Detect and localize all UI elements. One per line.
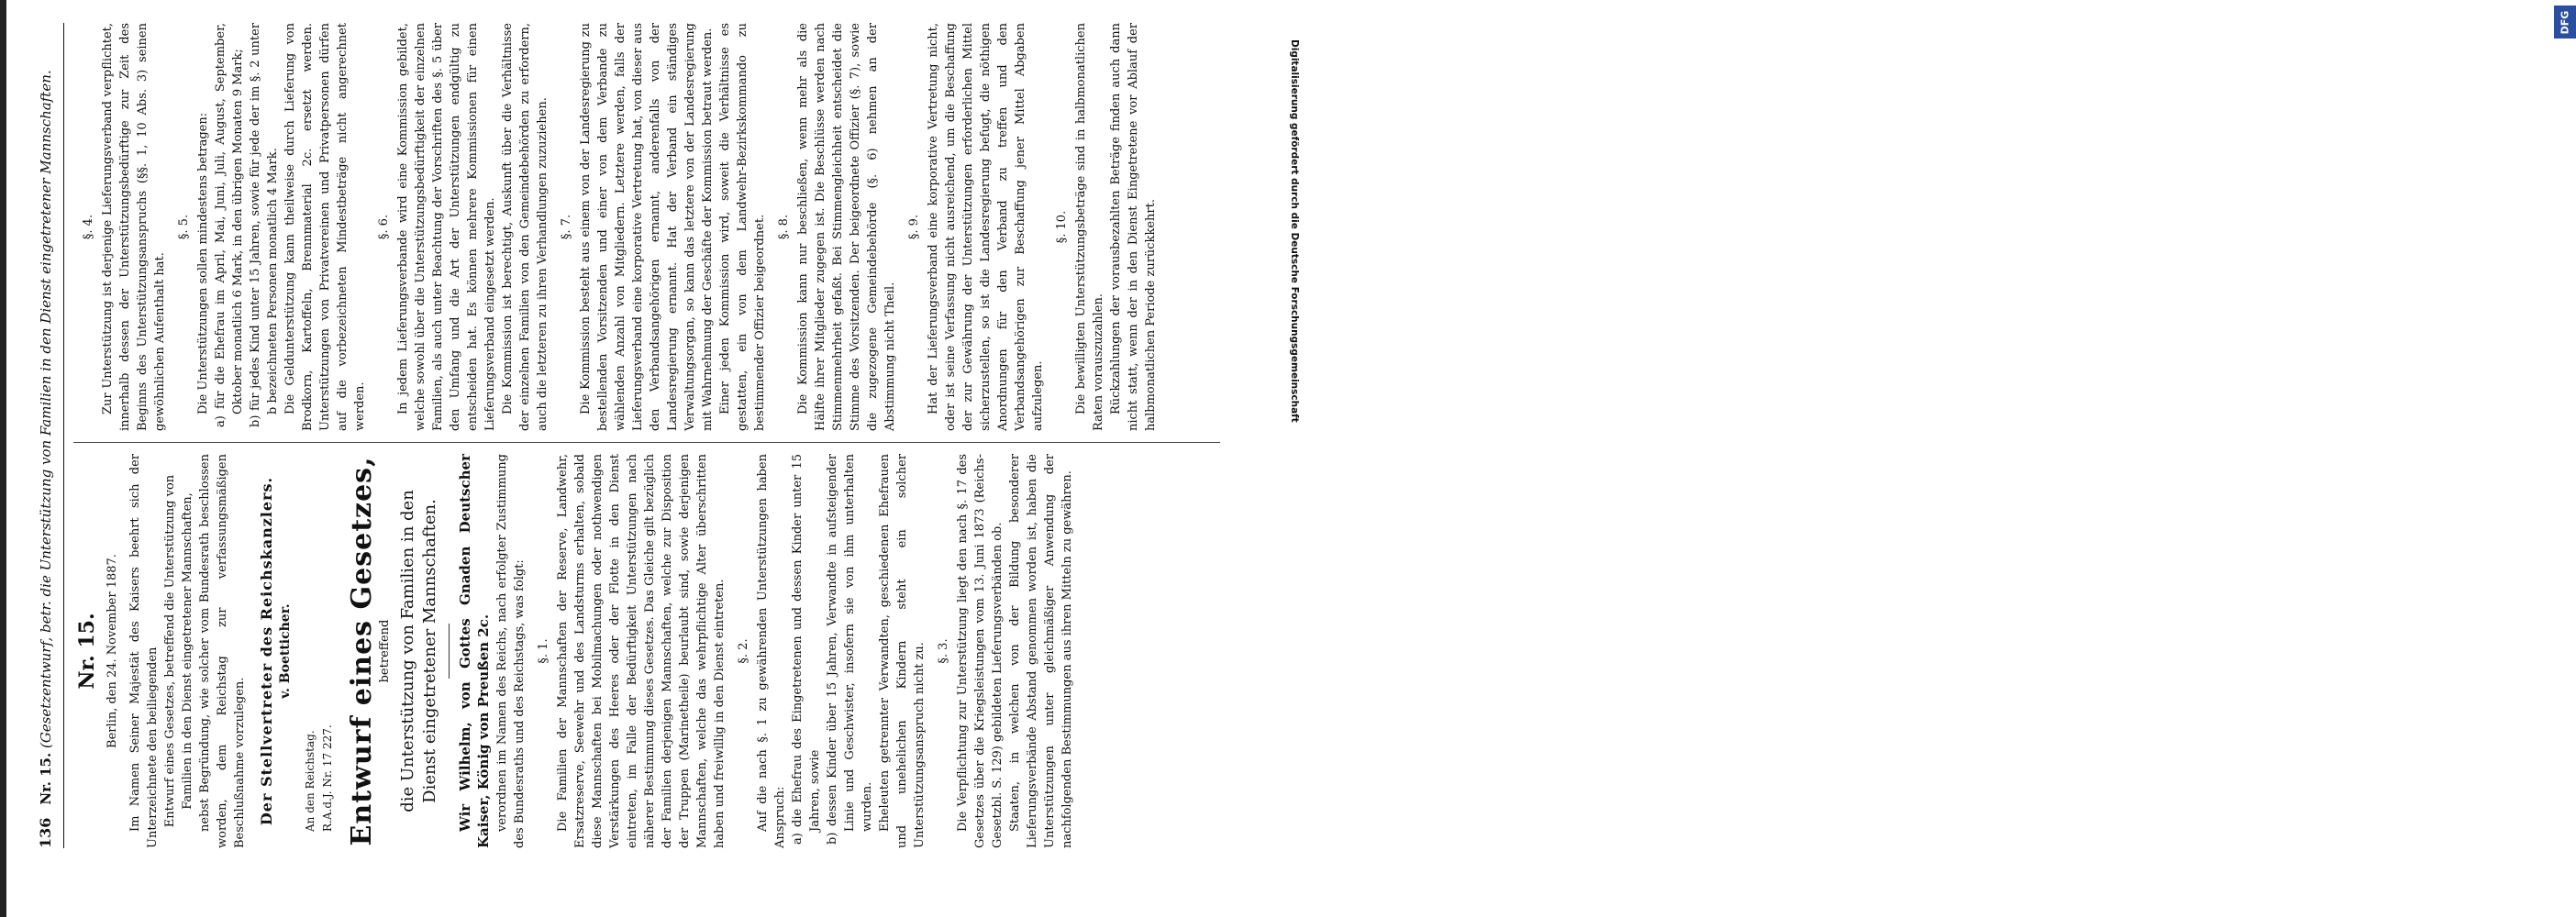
paragraph-1-head: §. 1.: [537, 638, 550, 664]
dfg-logo-text: DFG: [2559, 10, 2571, 34]
paragraph-5-text-2: Die Geldunterstützung kann theilweise durch Lieferung von Brodkorn, Kartoffeln, Brennmaterial 2c. ersetzt werden. Unterstützungen von Privatvereinen und Privatpersonen dürfen auf die vorbezeichneten Mindestbeträge nicht angerechnet werden.: [283, 23, 367, 431]
document-page: [37, 23, 1234, 848]
paragraph-6-head: §. 6.: [377, 214, 391, 240]
intro-text: Im Namen Seiner Majestät des Kaisers beehrt sich der Unterzeichnete den beiliegenden: [128, 454, 160, 848]
paragraph-5-text: Die Unterstützungen sollen mindestens betragen:: [196, 112, 210, 414]
paragraph-1-text: Die Familien der Mannschaften der Reserve, Landwehr, Ersatzreserve, Seewehr und des Landsturms erhalten, sobald diese Mannschaften bei Mobilmachungen oder nothwendigen Verstärkungen des Heeres oder der Flotte in den Dienst eintreten, im Falle der Bedürftigkeit Unterstützungen nach näherer Bestimmung dieses Gesetzes. Das Gleiche gilt bezüglich der Familien derjenigen Mannschaften, welche zur Disposition der Truppen (Marinetheile) beurlaubt sind, sowie derjenigen Mannschaften, welche das wehrpflichtige Alter überschritten haben und freiwillig in den Dienst eintreten.: [556, 454, 727, 848]
paragraph-8-head: §. 8.: [777, 214, 791, 240]
paragraph-2-item-a: a) die Ehefrau des Eingetretenen und dessen Kinder unter 15 Jahren, sowie: [791, 454, 822, 845]
paragraph-6-text: In jedem Lieferungsverbande wird eine Kommission gebildet, welche sowohl über die Unterstützungsbedürftigkeit der einzelnen Familien, als auch unter Beachtung der Vorschriften des §. 5 über den Umfang und die Art der Unterstützungen endgültig zu entscheiden hat. Es können mehrere Kommissionen für einen Lieferungsverband eingesetzt werden.: [396, 23, 497, 431]
intro-subject: Entwurf eines Gesetzes, betreffend die Unterstützung von Familien in den Dienst eingetretener Mannschaften,: [163, 474, 194, 828]
intro-end: nebst Begründung, wie solcher vom Bundesrath beschlossen worden, dem Reichstag zur verfassungsmäßigen Beschlußnahme vorzulegen.: [198, 454, 247, 848]
law-betreffend: betreffend: [378, 619, 392, 683]
paragraph-9-text: Hat der Lieferungsverband eine korporative Vertretung nicht, oder ist seine Verfassung nicht ausreichend, um die Beschaffung der zur Gewährung der Unterstützungen erforderlichen Mittel sicherzustellen, so ist die Landesregierung befugt, die nöthigen Anordnungen für den Verband zu treffen und den Verbandsangehörigen zur Beschaffung jener Mittel Abgaben aufzulegen.: [927, 23, 1045, 431]
scan-edge: [0, 0, 6, 917]
running-header: [37, 23, 64, 848]
doc-ref: Nr. 15.: [38, 752, 54, 805]
preamble-text: verordnen im Namen des Reichs, nach erfolgter Zustimmung des Bundesraths und des Reichstags, was folgt:: [495, 454, 527, 848]
column-divider: [73, 442, 1220, 443]
paragraph-8-text: Die Kommission kann nur beschließen, wenn mehr als die Hälfte ihrer Mitglieder zugegen ist. Die Beschlüsse werden nach Stimmenmehrheit gefaßt. Bei Stimmengleichheit entscheidet die Stimme des Vorsitzenden. Der beigeordnete Offizier (§. 7), sowie die zugezogene Gemeindebehörde (§. 6) nehmen an der Abstimmung nicht Theil.: [796, 23, 897, 431]
paragraph-5-head: §. 5.: [177, 214, 191, 240]
paragraph-3-head: §. 3.: [937, 638, 950, 664]
left-column: [73, 454, 1234, 848]
paragraph-10-text: Die bewilligten Unterstützungsbeträge sind in halbmonatlichen Raten vorauszuzahlen.: [1074, 23, 1105, 431]
preamble: [457, 454, 494, 848]
paragraph-4-head: §. 4.: [82, 214, 95, 240]
paragraph-9-head: §. 9.: [907, 214, 921, 240]
paragraph-2-item-b: b) dessen Kinder über 15 Jahren, Verwandte in aufsteigender Linie und Geschwister, insofern sie von ihm unterhalten wurden.: [826, 454, 874, 845]
signer-title: Der Stellvertreter des Reichskanzlers.: [258, 476, 275, 826]
running-title-text: (Gesetzentwurf, betr. die Unterstützung von Familien in den Dienst eingetretener Mannschaften.: [38, 70, 54, 749]
paragraph-2-text: Auf die nach §. 1 zu gewährenden Unterstützungen haben Anspruch:: [756, 454, 787, 848]
digitization-note: Digitalisierung gefördert durch die Deutsche Forschungsgemeinschaft: [1289, 39, 1300, 423]
paragraph-7-text-2: Einer jeden Kommission wird, soweit die Verhältnisse es gestatten, ein von dem Landwehr-Bezirkskommando zu bestimmender Offizier beigeordnet.: [718, 23, 767, 431]
paragraph-10-head: §. 10.: [1055, 210, 1069, 244]
paragraph-3-text-2: Staaten, in welchen von der Bildung besonderer Lieferungsverbände Abstand genommen worden ist, haben die Unterstützungen unter gleichmäßiger Anwendung der nachfolgenden Bestimmungen aus ihren Mitteln zu gewähren.: [1008, 454, 1074, 848]
law-subject: die Unterstützung von Familien in den Dienst eingetretener Mannschaften.: [398, 490, 439, 812]
paragraph-10-text-2: Rückzahlungen der vorausbezahlten Beträge finden auch dann nicht statt, wenn der in den Dienst Eingetretene vor Ablauf der halbmonatlichen Periode zurückkehrt.: [1109, 23, 1158, 431]
paragraph-7-head: §. 7.: [560, 214, 573, 240]
paragraph-3-text: Die Verpflichtung zur Unterstützung liegt den nach §. 17 des Gesetzes über die Kriegsleistungen vom 13. Juni 1873 (Reichs-Gesetzbl. S. 129) gebildeten Lieferungsverbänden ob.: [956, 454, 1005, 848]
preamble-name: Wir Wilhelm, von Gottes Gnaden Deutscher Kaiser, König von Preußen 2c.: [457, 454, 492, 848]
paragraph-6-text-2: Die Kommission ist berechtigt, Auskunft über die Verhältnisse der einzelnen Familien von den Gemeindebehörden zu erfordern, auch die letzteren zu ihren Verhandlungen zuzuziehen.: [501, 23, 550, 431]
paragraph-2-head: §. 2.: [737, 638, 750, 664]
paragraph-5-item-a: a) für die Ehefrau im April, Mai, Juni, Juli, August, September, Oktober monatlich 6 Mark, in den übrigen Monaten 9 Mark;: [214, 23, 245, 427]
signer-name: v. Boetticher.: [278, 603, 293, 699]
right-column: [73, 23, 1234, 431]
dfg-logo: [2554, 6, 2576, 39]
paragraph-7-text: Die Kommission besteht aus einem von der Landesregierung zu bestellenden Vorsitzenden und einer von dem Verbande zu wählenden Anzahl von Mitgliedern. Letztere werden, falls der Lieferungsverband eine korporative Vertretung hat, von dieser aus den Verbandsangehörigen ernannt, anderenfalls von der Landesregierung ernannt. Hat der Verband ein ständiges Verwaltungsorgan, so kann das letztere von der Landesregierung mit Wahrnehmung der Geschäfte der Kommission betraut werden.: [579, 23, 715, 431]
page-number: 136: [37, 817, 54, 848]
running-title: [38, 70, 54, 804]
paragraph-4-text: Zur Unterstützung ist derjenige Lieferungsverband verpflichtet, innerhalb dessen der Unterstützungsbedürftige zur Zeit des Beginns des Unterstützungsanspruchs (§§. 1, 10 Abs. 3) seinen gewöhnlichen Aufenthalt hat.: [101, 23, 167, 431]
addressee: An den Reichstag.: [304, 730, 316, 832]
doc-number: Nr. 15.: [75, 613, 99, 690]
paragraph-2-end: Eheleuten getrennter Verwandten, geschiedenen Ehefrauen und unehelichen Kindern steht ein solcher Unterstützungsanspruch nicht zu.: [878, 454, 927, 848]
paragraph-5-item-b: b) für jedes Kind unter 15 Jahren, sowie für jede der im §. 2 unter b bezeichneten Personen monatlich 4 Mark.: [249, 23, 280, 427]
date-line: Berlin, den 24. November 1887.: [105, 554, 119, 748]
law-title: Entwurf eines Gesetzes,: [346, 456, 378, 846]
file-reference: R.A.d.J. Nr. 17 227.: [321, 724, 334, 832]
section-rule: [449, 624, 450, 679]
